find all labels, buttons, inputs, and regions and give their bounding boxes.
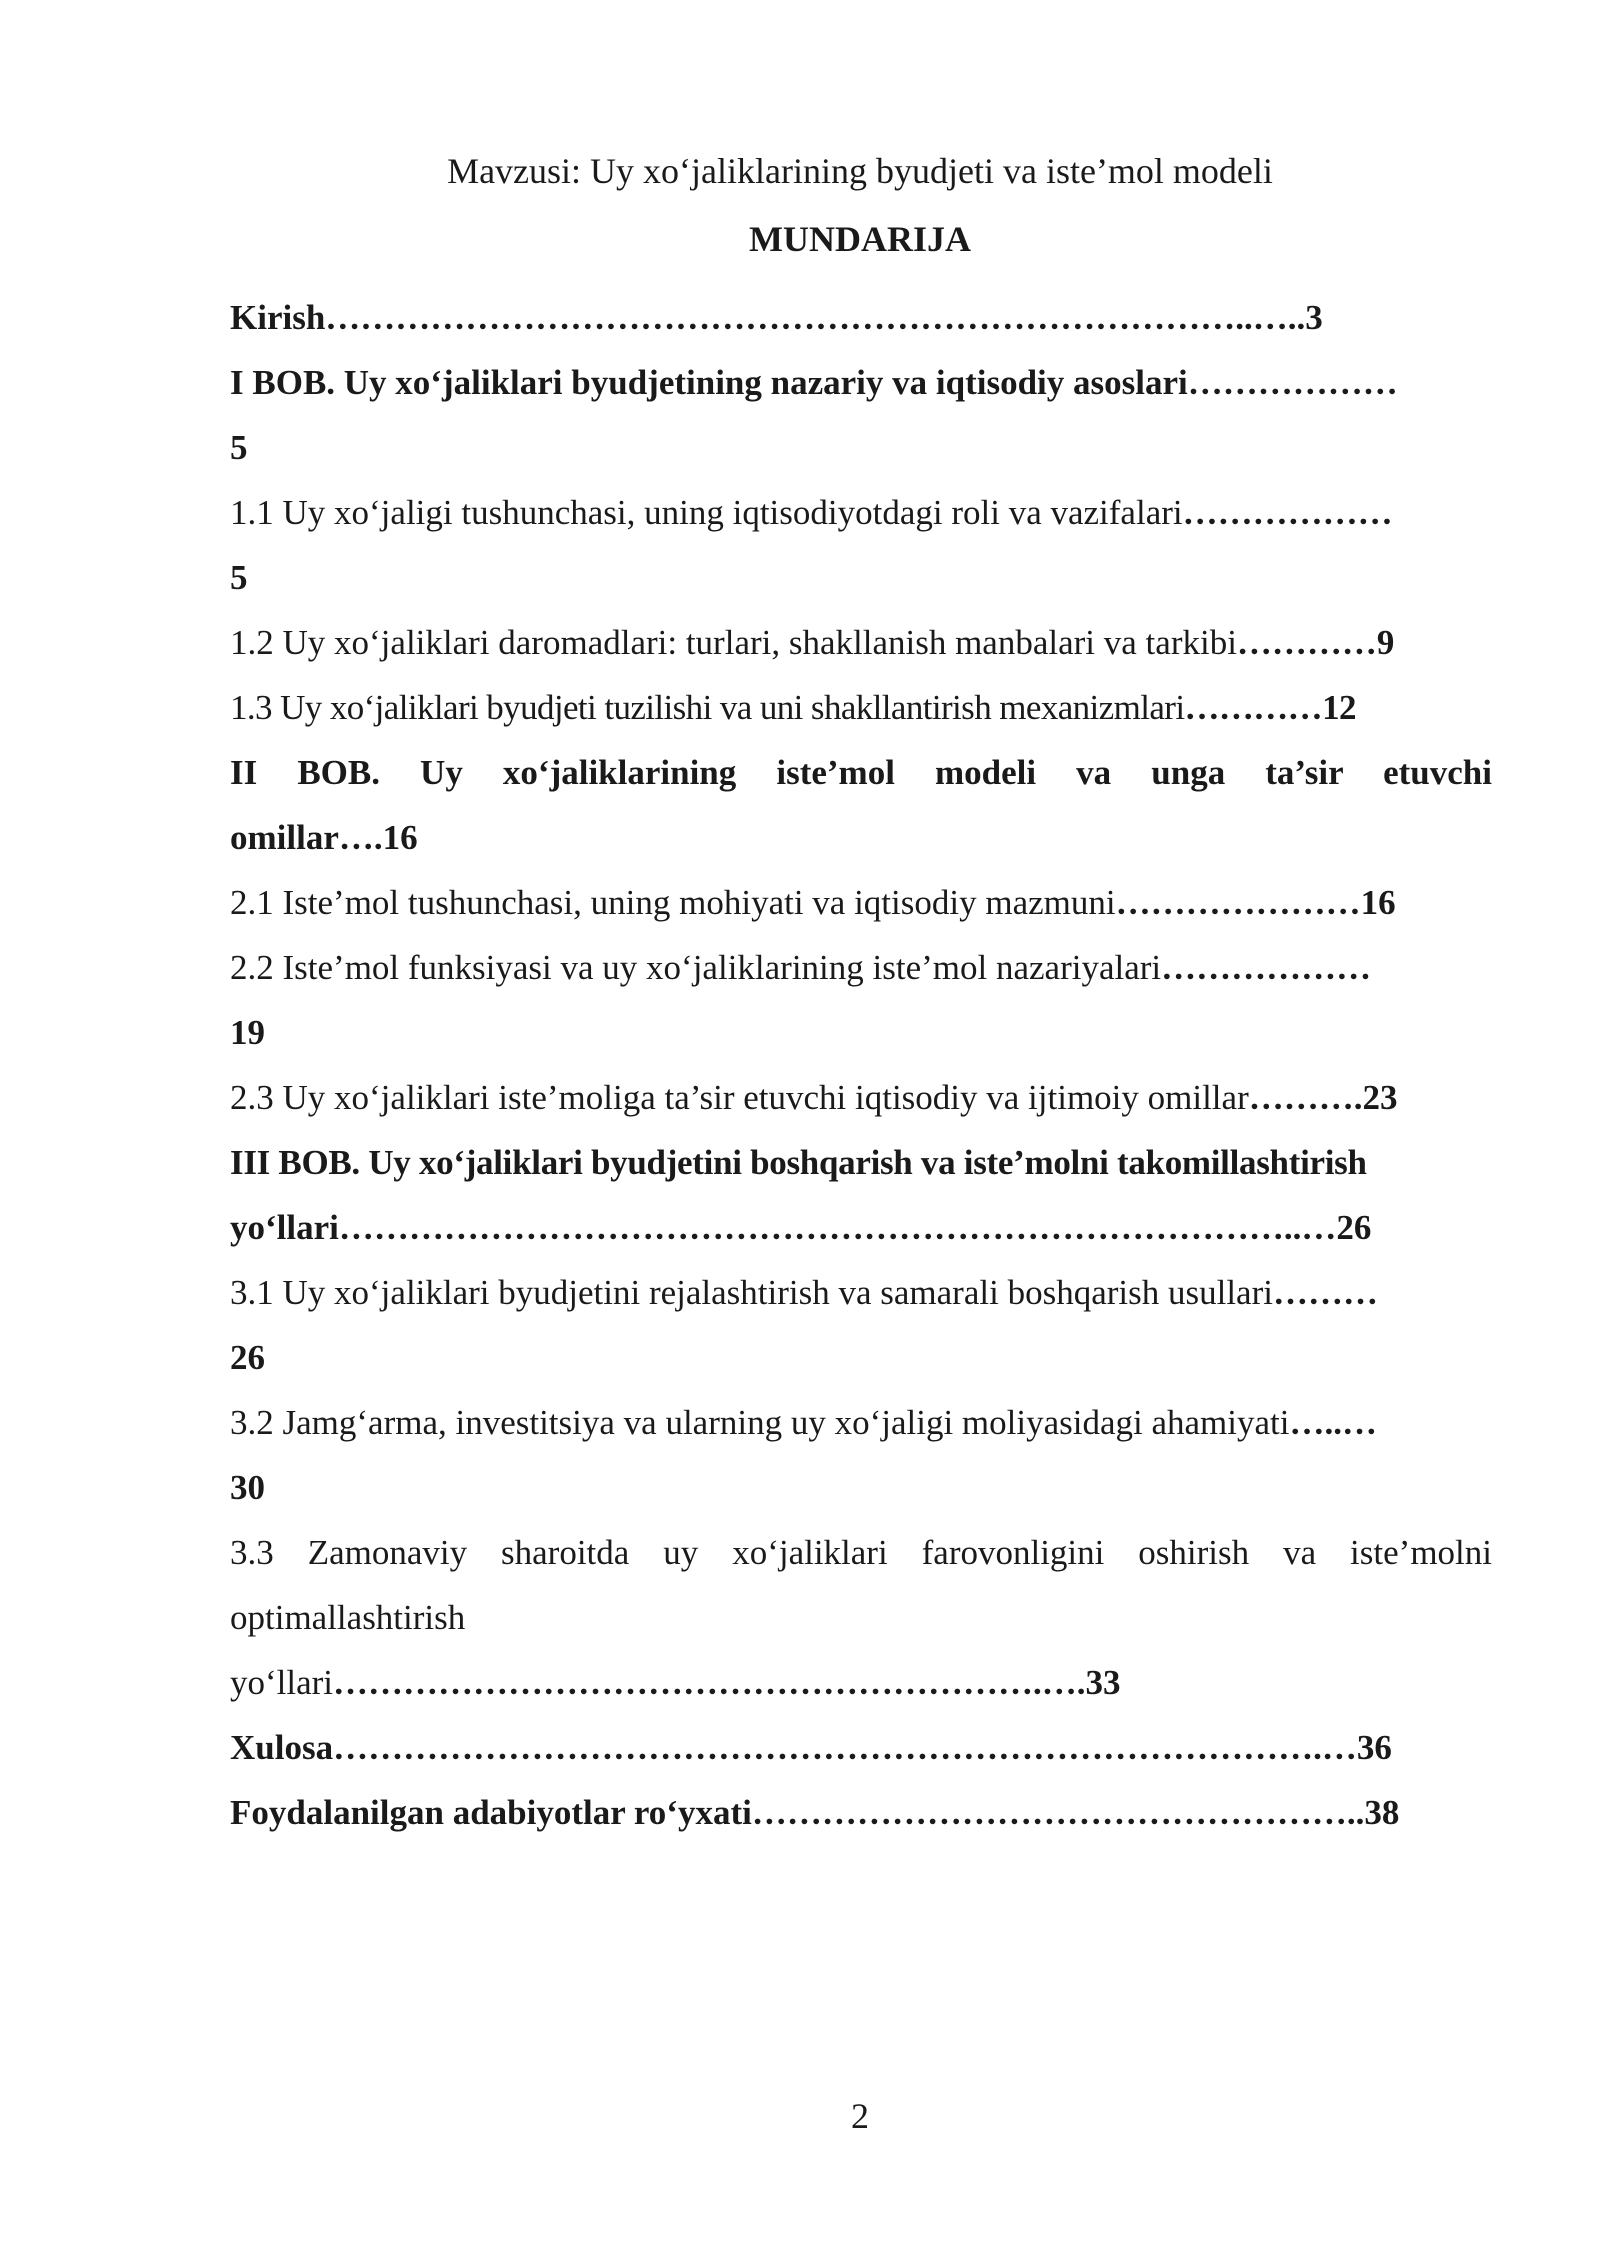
toc-entry-bob3[interactable]: [230, 1130, 1492, 1195]
toc-entry-3-1[interactable]: [230, 1260, 1492, 1325]
toc-entry-text: 2.3 Uy xo‘jaliklari iste’moliga ta’sir etuvchi iqtisodiy va ijtimoiy omillar: [230, 1078, 1249, 1117]
toc-entry-2-1[interactable]: [230, 870, 1492, 935]
toc-entry-text: 3.3 Zamonaviy sharoitda uy xo‘jaliklari farovonligini oshirish va iste’molni: [230, 1533, 1492, 1572]
dot-leader: ………………: [1182, 493, 1393, 532]
page-ref: 38: [1364, 1793, 1400, 1832]
page-ref: 5: [230, 558, 248, 597]
toc-entry-bob2-cont[interactable]: [230, 805, 1492, 870]
toc-entry-text: III BOB. Uy xo‘jaliklari byudjetini boshqarish va iste’molni takomillashtirish: [230, 1143, 1367, 1182]
dot-leader: ………………………………………………………………………….…: [333, 1728, 1357, 1767]
toc-entry-bob3-cont[interactable]: [230, 1195, 1492, 1260]
toc-entry-1-2[interactable]: [230, 610, 1492, 675]
toc-entry-3-3-end[interactable]: [230, 1650, 1492, 1715]
toc-entry-3-2[interactable]: [230, 1390, 1492, 1455]
dot-leader: …………………: [1115, 883, 1361, 922]
dot-leader: ….: [338, 818, 383, 857]
page-ref: 19: [230, 1013, 265, 1052]
page-ref: 26: [1336, 1208, 1372, 1247]
toc-entry-1-3[interactable]: [230, 675, 1492, 740]
toc-entry-text: 3.1 Uy xo‘jaliklari byudjetini rejalashtirish va samarali boshqarish usullari: [230, 1273, 1273, 1312]
dot-leader: …………: [1184, 688, 1323, 727]
page-ref: 9: [1376, 623, 1395, 662]
page-ref: 23: [1362, 1078, 1398, 1117]
toc-entry-kirish[interactable]: [230, 285, 1492, 350]
page-ref: 33: [1085, 1663, 1121, 1702]
toc-entry-text: omillar: [230, 818, 339, 857]
toc-entry-3-3[interactable]: [230, 1520, 1492, 1585]
toc-entry-bob1[interactable]: [230, 350, 1492, 415]
toc-entry-text: 2.2 Iste’mol funksiyasi va uy xo‘jaliklarining iste’mol nazariyalari: [230, 948, 1162, 987]
dot-leader: ……….: [1248, 1078, 1363, 1117]
toc-entry-text: yo‘llari: [230, 1663, 334, 1702]
dot-leader: …………………………………………………….….: [333, 1663, 1086, 1702]
dot-leader: …………: [1236, 623, 1377, 662]
dot-leader: ………………: [1161, 948, 1372, 987]
page-ref: 16: [1360, 883, 1396, 922]
toc-entry-text: 1.2 Uy xo‘jaliklari daromadlari: turlari, shakllanish manbalari va tarkibi: [230, 623, 1237, 662]
toc-entry-text: 2.1 Iste’mol tushunchasi, uning mohiyati va iqtisodiy mazmuni: [230, 883, 1116, 922]
toc-entry-text: 3.2 Jamg‘arma, investitsiya va ularning uy xo‘jaligi moliyasidagi ahamiyati: [230, 1403, 1290, 1442]
page-ref: 30: [230, 1468, 265, 1507]
page-ref: 36: [1356, 1728, 1392, 1767]
toc-entry-2-2[interactable]: [230, 935, 1492, 1000]
dot-leader: ………………: [1187, 363, 1398, 402]
page-ref: 12: [1322, 688, 1356, 727]
toc-entry-2-3[interactable]: [230, 1065, 1492, 1130]
dot-leader: …..…: [1289, 1403, 1377, 1442]
toc-entry-3-3-cont: optimallashtirish: [230, 1598, 466, 1637]
dot-leader: ……………………………………………..: [751, 1793, 1365, 1832]
toc-entry-adabiyotlar[interactable]: [230, 1780, 1492, 1845]
toc-entry-text: yo‘llari: [230, 1208, 339, 1247]
toc-title: MUNDARIJA: [749, 219, 971, 259]
table-of-contents: [230, 285, 1492, 1845]
toc-entry-text: 1.1 Uy xo‘jaligi tushunchasi, uning iqtisodiyotdagi roli va vazifalari: [230, 493, 1183, 532]
page-ref: 26: [230, 1338, 265, 1377]
toc-entry-bob2[interactable]: [230, 740, 1492, 805]
page-ref: 5: [230, 428, 248, 467]
page-number: 2: [851, 2096, 869, 2136]
toc-entry-xulosa[interactable]: [230, 1715, 1492, 1780]
toc-entry-text: II BOB. Uy xo‘jaliklarining iste’mol modeli va unga ta’sir etuvchi: [230, 753, 1492, 792]
page-ref: 16: [382, 818, 418, 857]
page-ref: 3: [1305, 298, 1323, 337]
toc-entry-text: Kirish: [230, 298, 326, 337]
toc-entry-1-1[interactable]: [230, 480, 1492, 545]
toc-entry-text: Foydalanilgan adabiyotlar ro‘yxati: [230, 1793, 752, 1832]
toc-entry-text: Xulosa: [230, 1728, 334, 1767]
toc-entry-text: I BOB. Uy xo‘jaliklari byudjetining nazariy va iqtisodiy asoslari: [230, 363, 1188, 402]
dot-leader: ………: [1272, 1273, 1378, 1312]
dot-leader: ………………………………………………………………………..…: [338, 1208, 1337, 1247]
toc-entry-text: 1.3 Uy xo‘jaliklari byudjeti tuzilishi va uni shakllantirish mexanizmlari: [230, 688, 1185, 727]
subject-heading: Mavzusi: Uy xo‘jaliklarining byudjeti va iste’mol modeli: [447, 151, 1273, 191]
dot-leader: ……………………………………………………………………..…..: [325, 298, 1306, 337]
